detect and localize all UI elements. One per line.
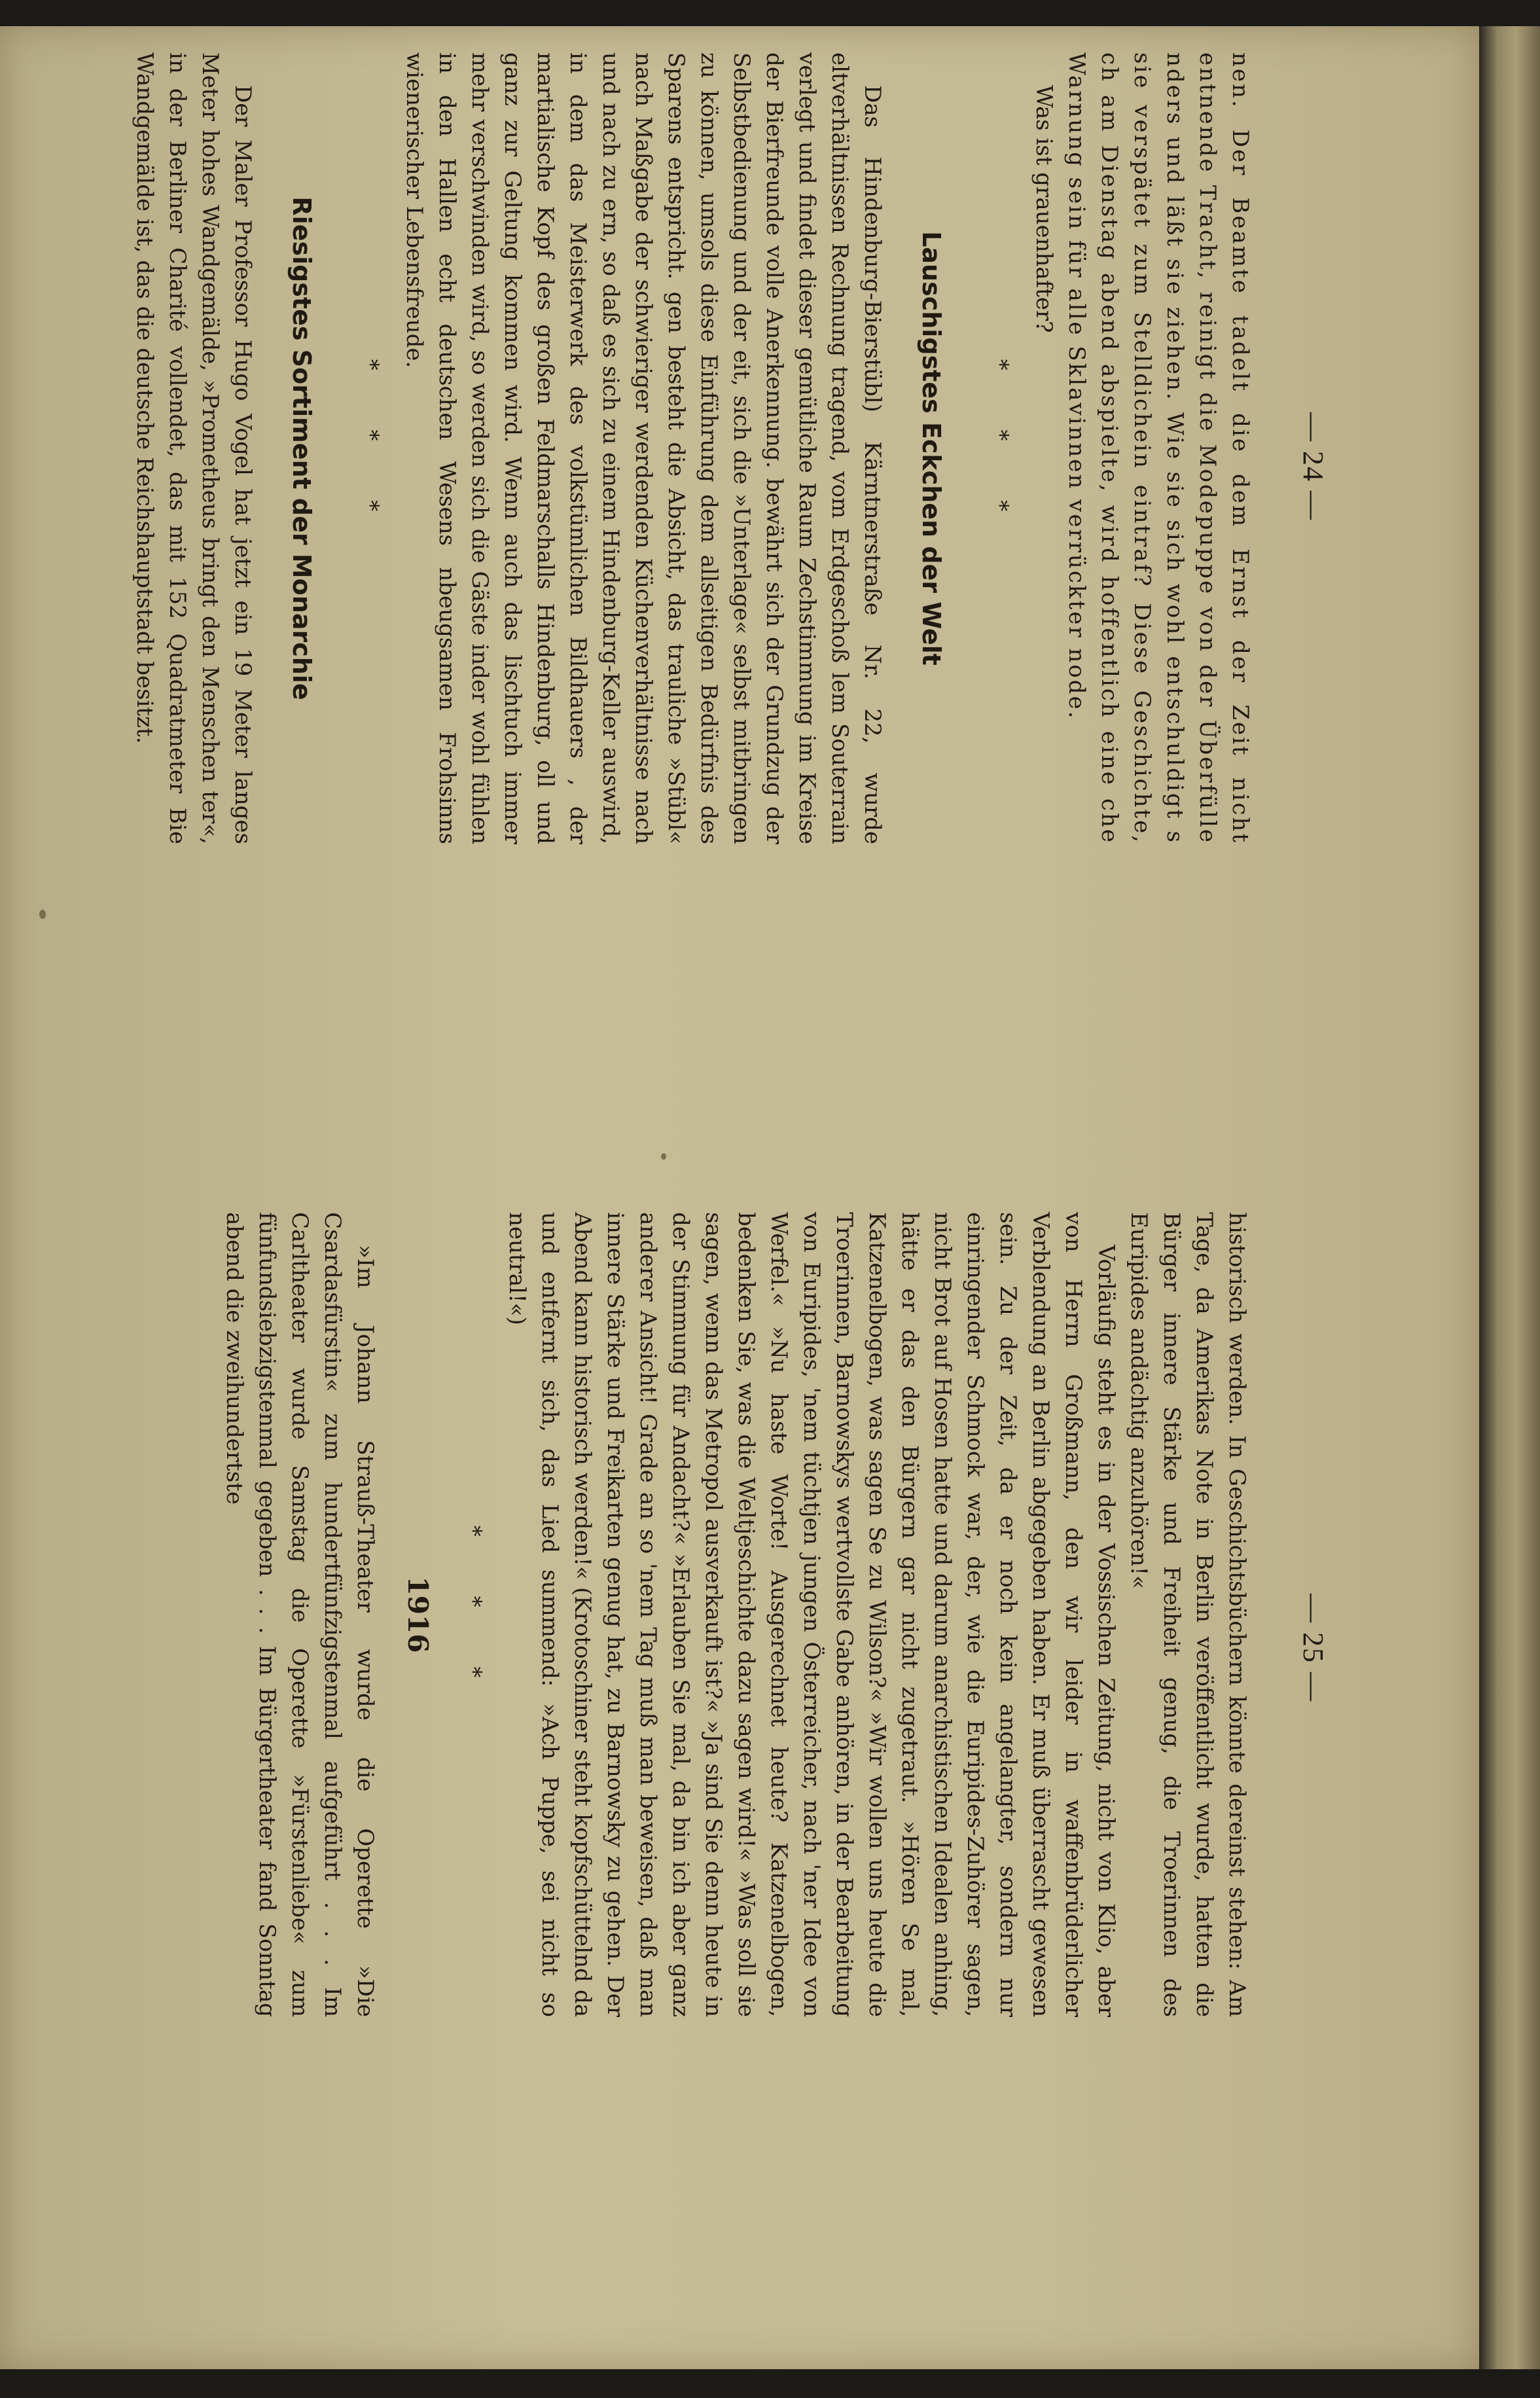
article-heading: Lauschigstes Eckchen der Welt [917, 231, 946, 666]
article-heading: Riesigstes Sortiment der Monarchie [287, 196, 316, 700]
question-line: Was ist grauenhafter? [1031, 85, 1057, 333]
section-separator: * * * [987, 359, 1013, 538]
article-body: Das Hindenburg-Bierstübl) Kärntnerstraße Nr. 22, wurde eltverhältnissen Rechnung tragend, vom Erdgeschoß lem Souterrain verlegt und findet dieser gemütliche Raum Zechstimmung im Kreise der Bierfreunde volle Anerkennung. bewährt sich der Grundzug der Selbstbedienung und der eit, sich die »Unterlage« selbst mitbringen zu können, umsols diese Einführung dem allseitigen Bedürfnis des Sparens entspricht. gen besteht die Absicht, das trauliche »Stübl« nach Maßgabe der schwieriger werdenden Küchenverhältnisse nach und nach zu ern, so daß es sich zu einem Hindenburg-Keller auswird, in dem das Meisterwerk des volkstümlichen Bildhauers , der martialische Kopf des großen Feldmarschalls Hindenburg, oll und ganz zur Geltung kommen wird. Wenn auch das lischtuch immer mehr verschwinden wird, so werden sich die Gäste inder wohl fühlen in den Hallen echt deutschen Wesens nbeugsamen Frohsinns wienerischer Lebensfreude. [401, 52, 886, 844]
page-number: — 24 — [1297, 412, 1329, 521]
book-spine-edge [1479, 26, 1540, 2369]
intro-paragraph: nen. Der Beamte tadelt die dem Ernst der Zeit nicht entnende Tracht, reinigt die Modepuppe von der Überfülle nders und läßt sie ziehen. Wie sie sich wohl entschuldigt s sie verspätet zum Stelldichein eintraf? Diese Geschichte, ch am Dienstag abend abspielte, wird hoffentlich eine che Warnung sein für alle Sklavinnen verrückter node. [1064, 52, 1253, 844]
paragraph: historisch werden. In Geschichtsbüchern könnte dereinst stehen: Am Tage, da Amerikas Note in Berlin veröffentlicht wurde, hatten die Bürger innere Stärke und Freiheit genug, die Troerinnen des Euripides andächtig anzuhören!« [1126, 1212, 1250, 2017]
text-column [128, 52, 1257, 844]
paragraph: »Im Johann Strauß-Theater wurde die Operette »Die Csardasfürstin« zum hundertfünfzigstenmal aufgeführt . . . Im Carltheater wurde Samstag die Operette »Fürstenliebe« zum fünfundsiebzigstenmal gegeben . . . Im Bürgertheater fand Sonntag abend die zweihundertste [221, 1212, 378, 2017]
page-25 [0, 1204, 1479, 2369]
rotated-spread [0, 26, 1479, 2369]
section-separator: * * * [357, 359, 384, 538]
paragraph: Vorläufig steht es in der Vossischen Zeitung, nicht von Klio, aber von Herrn Großmann, den wir leider in waffenbrüderlicher Verblendung an Berlin abgegeben haben. Er muß überrascht gewesen sein. Zu der Zeit, da er noch kein angelangter, sondern nur einringender Schmock war, der, wie die Euripides-Zuhörer sagen, nicht Brot auf Hosen hatte und darum anarchistischen Idealen anhing, hätte er das den Bürgern gar nicht zugetraut. »Hören Se mal, Katzenelbogen, was sagen Se zu Wilson?« »Wir wollen uns heute die Troerinnen, Barnowskys wertvollste Gabe anhören, in der Bearbeitung von Euripides, 'nem tüchtjen jungen Österreicher, nach 'ner Idee von Werfel.« »Nu haste Worte! Ausgerechnet heute? Katzenelbogen, bedenken Sie, was die Weltjeschichte dazu sagen wird!« »Was soll sie sagen, wenn das Metropol ausverkauft ist?« »Ja sind Sie denn heute in der Stimmung für Andacht?« »Erlauben Sie mal, da bin ich aber ganz anderer Ansicht! Grade an so 'nem Tag muß man beweisen, daß man innere Stärke und Freikarten genug hat, zu Barnowsky zu gehen. Der Abend kann historisch werden!« (Krotoschiner steht kopfschüttelnd da und entfernt sich, das Lied summend: »Ach Puppe, sei nicht so neutral!«) [504, 1212, 1119, 2017]
section-heading: 1916 [402, 1576, 434, 1653]
page-number: — 25 — [1297, 1594, 1329, 1702]
text-column [218, 1212, 1253, 2017]
page-24 [0, 26, 1479, 1191]
section-separator: * * * [460, 1525, 486, 1704]
article-body: Der Maler Professor Hugo Vogel hat jetzt ein 19 Meter langes Meter hohes Wandgemälde, »Prometheus bringt den Menschen ter«, in der Berliner Charité vollendet, das mit 152 Quadratmeter Bie Wandgemälde ist, das die deutsche Reichshauptstadt besitzt. [132, 52, 256, 844]
